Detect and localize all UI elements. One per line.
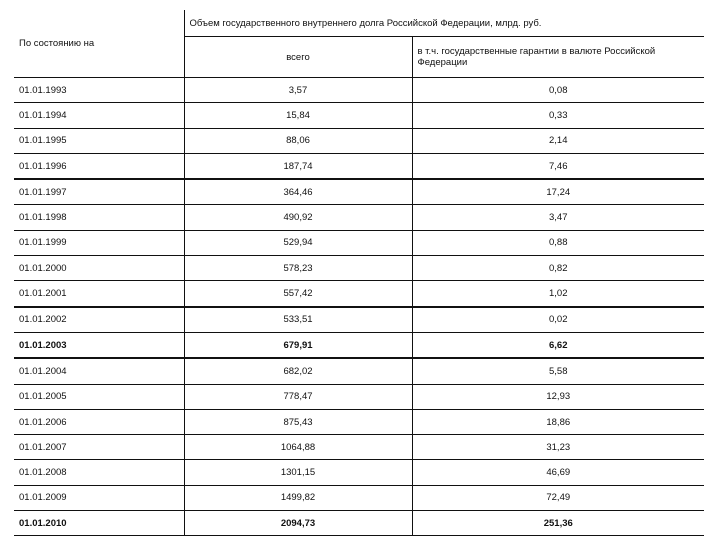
- row-guarantees: 5,58: [412, 358, 704, 384]
- row-guarantees: 0,08: [412, 78, 704, 103]
- row-total: 88,06: [184, 128, 412, 153]
- row-total: 187,74: [184, 153, 412, 179]
- table-row: [14, 153, 704, 179]
- row-guarantees: 0,82: [412, 256, 704, 281]
- row-date: 01.01.2009: [14, 485, 184, 510]
- row-guarantees: 1,02: [412, 281, 704, 307]
- table-row: [14, 281, 704, 307]
- header-col-guarantees: в т.ч. государственные гарантии в валюте Российской Федерации: [412, 37, 704, 78]
- row-date: 01.01.2006: [14, 409, 184, 434]
- row-guarantees: 31,23: [412, 435, 704, 460]
- row-date: 01.01.2002: [14, 307, 184, 333]
- row-guarantees: 17,24: [412, 179, 704, 205]
- row-total: 15,84: [184, 103, 412, 128]
- row-total: 2094,73: [184, 511, 412, 536]
- row-guarantees: 12,93: [412, 384, 704, 409]
- table-row: [14, 485, 704, 510]
- row-guarantees: 0,88: [412, 230, 704, 255]
- debt-table: [14, 10, 704, 536]
- row-date: 01.01.1993: [14, 78, 184, 103]
- row-total: 679,91: [184, 332, 412, 358]
- row-guarantees: 0,02: [412, 307, 704, 333]
- row-guarantees: 72,49: [412, 485, 704, 510]
- table-row: [14, 78, 704, 103]
- row-date: 01.01.1997: [14, 179, 184, 205]
- row-date: 01.01.1996: [14, 153, 184, 179]
- row-guarantees: 2,14: [412, 128, 704, 153]
- row-guarantees: 6,62: [412, 332, 704, 358]
- row-total: 875,43: [184, 409, 412, 434]
- row-total: 3,57: [184, 78, 412, 103]
- row-total: 578,23: [184, 256, 412, 281]
- row-guarantees: 46,69: [412, 460, 704, 485]
- row-guarantees: 18,86: [412, 409, 704, 434]
- table-row: [14, 205, 704, 230]
- table-row: [14, 128, 704, 153]
- table-row: [14, 384, 704, 409]
- table-row: [14, 511, 704, 536]
- table-row: [14, 435, 704, 460]
- row-date: 01.01.1995: [14, 128, 184, 153]
- row-guarantees: 7,46: [412, 153, 704, 179]
- header-row-1: [14, 10, 704, 37]
- row-guarantees: 3,47: [412, 205, 704, 230]
- row-total: 778,47: [184, 384, 412, 409]
- row-date: 01.01.2000: [14, 256, 184, 281]
- row-guarantees: 0,33: [412, 103, 704, 128]
- header-row-label: По состоянию на: [14, 10, 184, 78]
- table-row: [14, 230, 704, 255]
- row-total: 1064,88: [184, 435, 412, 460]
- table-row: [14, 460, 704, 485]
- row-total: 1301,15: [184, 460, 412, 485]
- table-row: [14, 179, 704, 205]
- row-date: 01.01.2010: [14, 511, 184, 536]
- row-total: 1499,82: [184, 485, 412, 510]
- table-row: [14, 103, 704, 128]
- row-guarantees: 251,36: [412, 511, 704, 536]
- row-total: 682,02: [184, 358, 412, 384]
- row-total: 533,51: [184, 307, 412, 333]
- table-row: [14, 256, 704, 281]
- row-date: 01.01.2007: [14, 435, 184, 460]
- row-date: 01.01.1999: [14, 230, 184, 255]
- row-total: 557,42: [184, 281, 412, 307]
- table-row: [14, 358, 704, 384]
- row-total: 529,94: [184, 230, 412, 255]
- row-date: 01.01.1998: [14, 205, 184, 230]
- header-group-title: Объем государственного внутреннего долга Российской Федерации, млрд. руб.: [189, 17, 542, 29]
- row-date: 01.01.2001: [14, 281, 184, 307]
- row-date: 01.01.2005: [14, 384, 184, 409]
- table-row: [14, 307, 704, 333]
- table-row: [14, 409, 704, 434]
- row-date: 01.01.2008: [14, 460, 184, 485]
- table-row: [14, 332, 704, 358]
- row-total: 364,46: [184, 179, 412, 205]
- row-date: 01.01.2003: [14, 332, 184, 358]
- row-date: 01.01.1994: [14, 103, 184, 128]
- header-col-total: всего: [184, 37, 412, 78]
- row-total: 490,92: [184, 205, 412, 230]
- row-date: 01.01.2004: [14, 358, 184, 384]
